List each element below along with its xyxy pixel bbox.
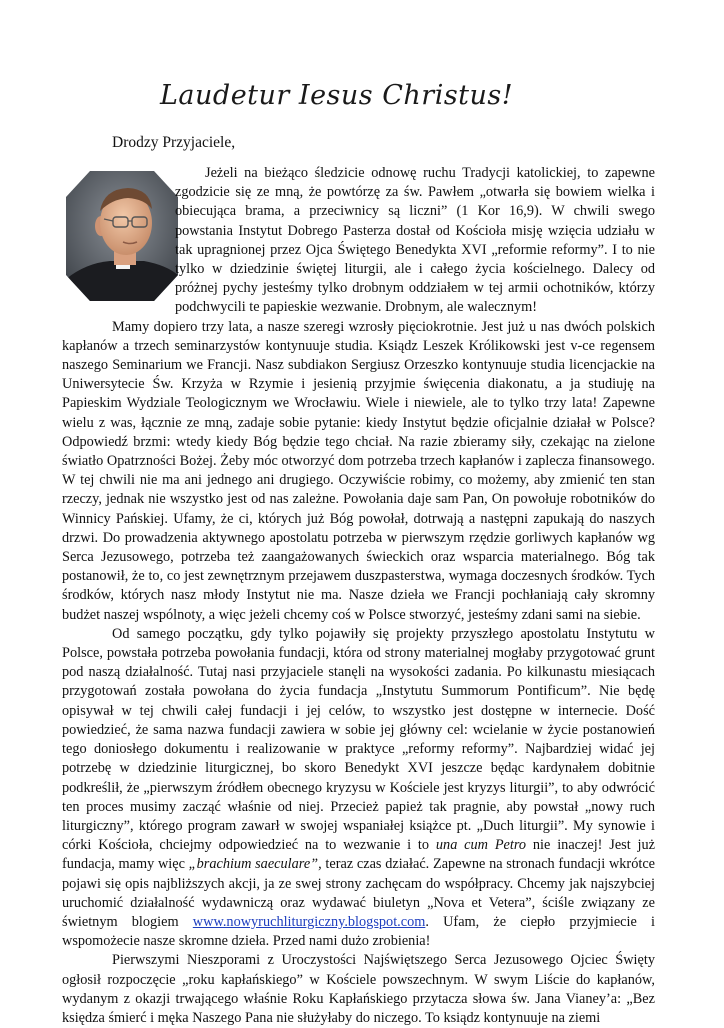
brachium-saeculare: „brachium saeculare”, (188, 856, 322, 873)
script-salutation: Laudetur Iesus Christus! (160, 80, 514, 111)
greeting: Drodzy Przyjaciele, (112, 134, 236, 151)
blog-link[interactable]: www.nowyruchliturgiczny.blogspot.com (192, 913, 426, 930)
paragraph-3: Od samego początku, gdy tylko pojawiły się projekty przyszłego apostolatu Instytutu w Polsce, powstała potrzeba powołania fundacji, która od strony materialnej mogłaby przygotować grunt pod naszą działalność. Tutaj nasi przyjaciele stanęli na wysokości zadania. Po kilkunastu miesiącach przygotowań została powołana do życia fundacja „Instytutu Summorum Pontificum”. Nie będę opisywał w tej chwili całej fundacji i jej celów, to wszystko jest dostępne w internecie. Dość powiedzieć, że sama nazwa fundacji zawiera w sobie jej główny cel: wcielanie w życie postanowień tego doniosłego dokumentu i realizowanie w praktyce „reformy reformy”. Najbardziej widać jej potrzebę w dziedzinie liturgicznej, bo skoro Benedykt XVI jeszcze będąc kardynałem dobitnie podkreślił, że „pierwszym źródłem obecnego kryzysu w Kościele jest kryzys liturgii”, to aby odwrócić ten proces musimy zacząć właśnie od niej. Przecież papież tak pragnie, aby powstał „nowy ruch liturgiczny”, którego program zawarł w swojej wspaniałej książce pt. „Duch liturgii”. My synowie i córki Kościoła, chciejmy odpowiedzieć na to wezwanie i to una cum Petro nie inaczej! Jest już fundacja, mamy więc „brachium saeculare”, teraz czas działać. Zapewne na stronach fundacji wkrótce pojawi się opis najbliższych akcji, ja ze swej strony zachęcam do współpracy. Chcemy jak najszybciej uruchomić działalność wydawniczą oraz wydawać biuletyn „Nova et Vetera”, ściśle związany ze świetnym blogiem www.nowyruchliturgiczny.blogspot.com. Ufam, że ciepło przyjmiecie i wspomożecie nasze skromne dzieła. Przed nami dużo zrobienia! (62, 625, 656, 950)
paragraph-4: Pierwszymi Nieszporami z Uroczystości Najświętszego Serca Jezusowego Ojciec Święty ogłosił rozpoczęcie „roku kapłańskiego” w Kościele powszechnym. W swym Liście do kapłanów, wydanym z okazji trwającego właśnie Roku Kapłańskiego przytacza słowa św. Jana Vianey’a: „Bez księdza śmierć i męka Naszego Pana nie służyłaby do niczego. To ksiądz kontynuuje na ziemi (62, 952, 655, 1026)
paragraph-2: Mamy dopiero trzy lata, a nasze szeregi wzrosły pięciokrotnie. Jest już u nas dwóch polskich kapłanów a trzech seminarzystów kontynuuje studia. Ksiądz Leszek Królikowski jest v-ce regensem naszego Seminarium we Francji. Nasz subdiakon Sergiusz Orzeszko kontynuuje studia licencjackie na Uniwersytecie Św. Krzyża w Rzymie i jesienią przyjmie święcenia diakonatu, a ja studiuję na Papieskim Wydziale Teologicznym we Wrocławiu. Wiele i niewiele, ale to tylko trzy lata! Zapewne wielu z was, łącznie ze mną, zadaje sobie pytanie: kiedy Instytut będzie oficjalnie działał w Polsce? Odpowiedź brzmi: wtedy kiedy Bóg będzie tego chciał. Na razie zbieramy siły, czekając na zielone światło Opatrzności Bożej. Żeby móc otworzyć dom potrzeba trzech kapłanów i zaplecza finansowego. W tej chwili nie ma ani jednego ani drugiego. Oczywiście robimy, co możemy, aby zmienić ten stan rzeczy, jednak nie wszystko jest od nas zależne. Powołania daje sam Pan, On powołuje robotników do Winnicy Pańskiej. Ufamy, że ci, których już Bóg powołał, dotrwają a następni zapukają do naszych drzwi. Do prowadzenia aktywnego apostolatu potrzeba w pierwszym rzędzie gorliwych kapłanów wg Serca Jezusowego, potrzeba też zaangażowanych świeckich oraz wsparcia materialnego. Bóg tak postanowił, że to, co jest zewnętrznym przejawem duszpasterstwa, wymaga doczesnych środków. Tych środków, których nasz młody Instytut nie ma. Nasze dzieła we Francji pochłaniają cały skromny budżet naszej wspólnoty, a więc jeżeli chcemy coś w Polsce stworzyć, jesteśmy zdani sami na siebie. (62, 318, 655, 623)
letter-body (62, 164, 655, 1028)
paragraph-1-text: Jeżeli na bieżąco śledzicie odnowę ruchu Tradycji katolickiej, to zapewne zgodzicie się ze mną, że powtórzę za św. Pawłem „otwarła się bowiem wielka i obiecująca brama, a przeciwnicy są liczni” (1 Kor 16,9). W chwili swego powstania Instytut Dobrego Pasterza dostał od Kościoła misję wzięcia udziału w tak upragnionej przez Ojca Świętego Benedykta XVI „reformie reformy”. I to nie tylko w dziedzinie świętej liturgii, ale i całego życia kościelnego. Dalecy od próżnej pychy jesteśmy tylko drobnym oddziałem w tej armii ochotników, którzy podchwycili te papieskie wezwanie. Drobnym, ale walecznym! (175, 165, 655, 316)
una-cum-petro: una cum Petro (435, 837, 527, 854)
paragraph-1 (62, 164, 655, 318)
